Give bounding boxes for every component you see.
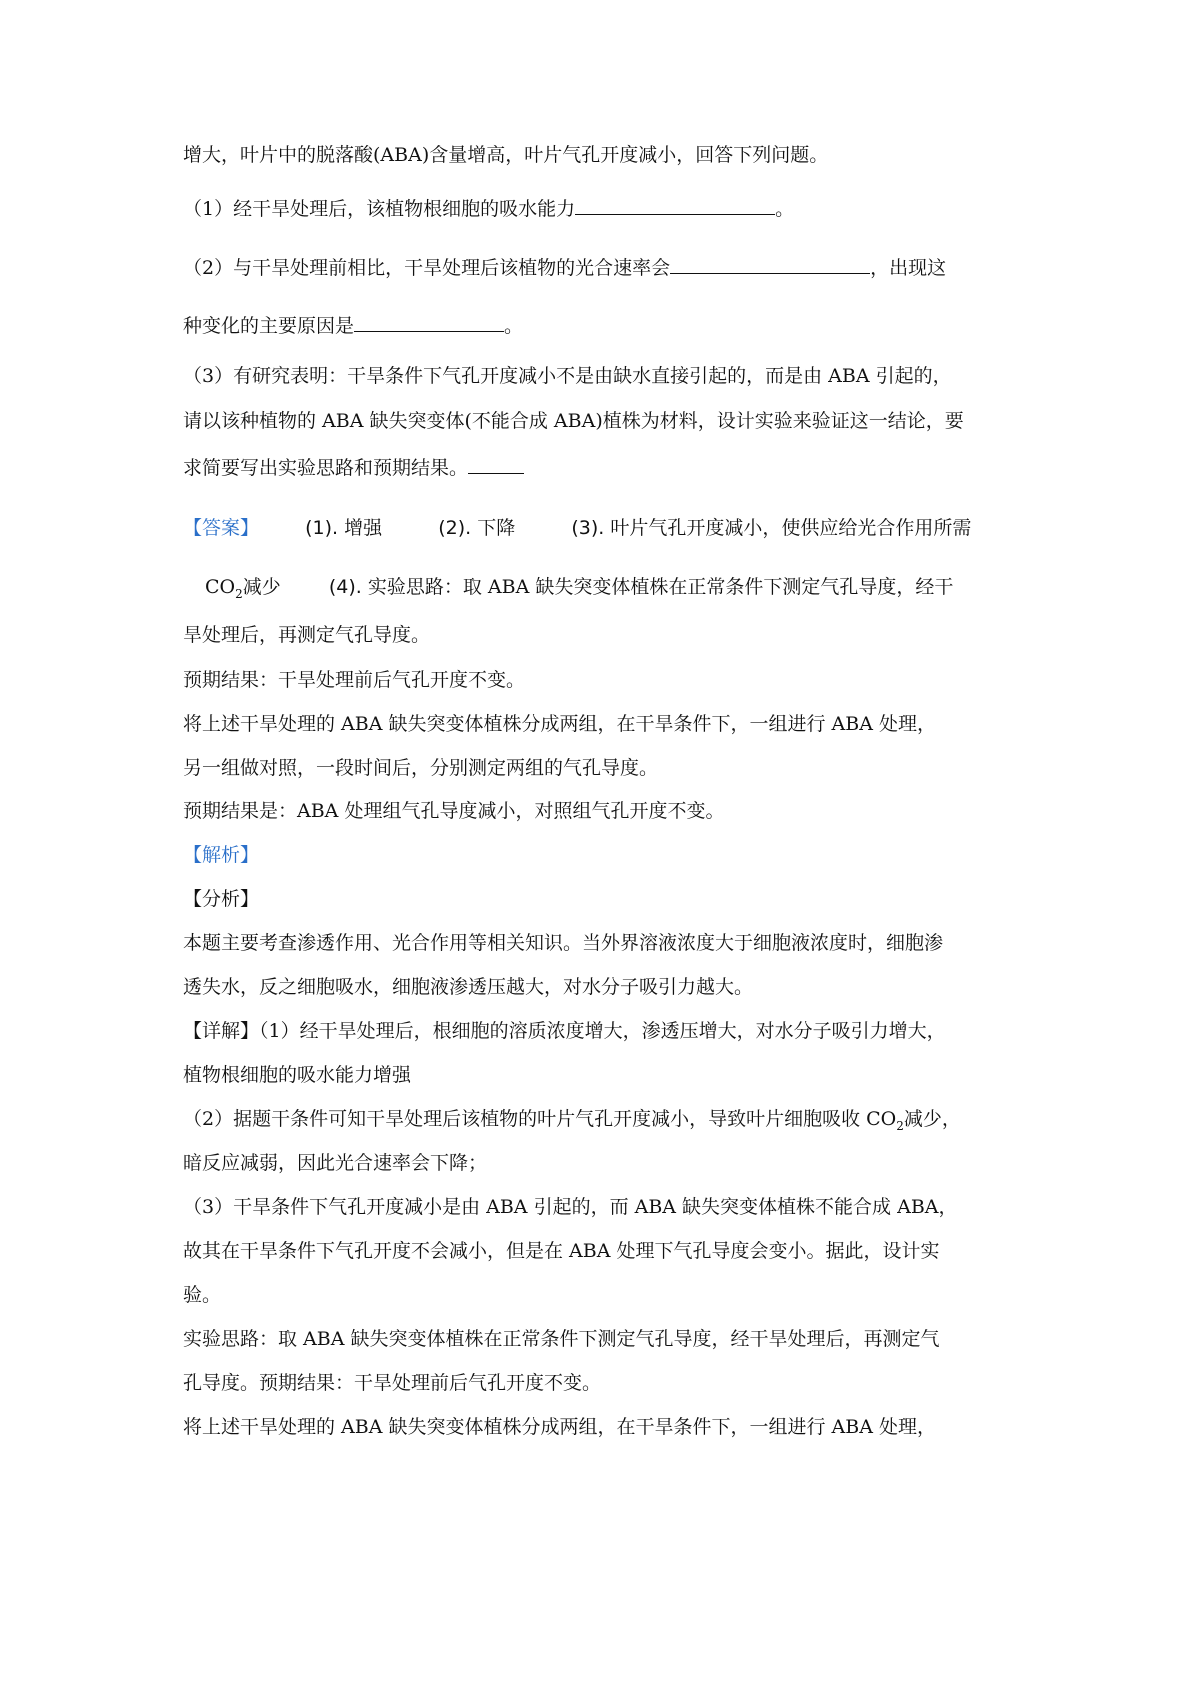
answer-line6: [183, 756, 1033, 780]
q2-answer-blank-2[interactable]: [354, 313, 504, 332]
answer-item2-num: (2).: [438, 517, 472, 539]
analysis-sublabel: 【分析】: [183, 888, 260, 910]
intro-text: 增大，叶片中的脱落酸(ABA)含量增高，叶片气孔开度减小，回答下列问题。: [183, 144, 829, 166]
detail-d2-line1-a: （2）据题干条件可知干旱处理后该植物的叶片气孔开度减小，导致叶片细胞吸收 CO: [183, 1108, 897, 1130]
analysis-para1-line2-text: 透失水，反之细胞吸水，细胞液渗透压越大，对水分子吸引力越大。: [183, 976, 754, 998]
detail-line2: [183, 1063, 1033, 1087]
detail-d3-line1: （3）干旱条件下气孔开度减小是由 ABA 引起的，而 ABA 缺失突变体植株不能合成 ABA，: [183, 1196, 958, 1218]
answer-line3-text: 旱处理后，再测定气孔导度。: [183, 624, 431, 646]
detail-line7: [183, 1283, 1033, 1307]
question-3-line2: [183, 409, 1033, 433]
answer-label: 【答案】: [183, 517, 260, 539]
question-3-line3: [183, 455, 1033, 480]
detail-d3-line2: 故其在干旱条件下气孔开度不会减小，但是在 ABA 处理下气孔导度会变小。据此，设计实: [183, 1240, 940, 1262]
detail-line3: [183, 1107, 1033, 1131]
detail-line1: [183, 1019, 1033, 1043]
analysis-sublabel-line: [183, 887, 1033, 911]
answer-line5: [183, 712, 1033, 736]
detail-d2-line2: 暗反应减弱，因此光合速率会下降；: [183, 1152, 488, 1174]
answer-line4: [183, 668, 1033, 692]
answer-co2-post: 减少: [242, 576, 281, 598]
answer-item2-text: 下降: [477, 517, 516, 539]
detail-line9: [183, 1371, 1033, 1395]
detail-line6: [183, 1239, 1033, 1263]
q2-text-a: （2）与干旱处理前相比，干旱处理后该植物的光合速率会: [183, 257, 671, 279]
detail-d1-line1: （1）经干旱处理后，根细胞的溶质浓度增大，渗透压增大，对水分子吸引力增大，: [259, 1020, 946, 1042]
answer-line7-text: 预期结果是：ABA 处理组气孔导度减小，对照组气孔开度不变。: [183, 800, 725, 822]
analysis-para1-line1-text: 本题主要考查渗透作用、光合作用等相关知识。当外界溶液浓度大于细胞液浓度时，细胞渗: [183, 932, 944, 954]
analysis-label: 【解析】: [183, 844, 260, 866]
answer-line6-text: 另一组做对照，一段时间后，分别测定两组的气孔导度。: [183, 757, 659, 779]
detail-line5: [183, 1195, 1033, 1219]
answer-item3-num: (3).: [571, 517, 605, 539]
detail-line8: [183, 1327, 1033, 1351]
question-intro: [183, 143, 1033, 167]
q3-answer-blank[interactable]: [468, 455, 524, 474]
detail-line4: [183, 1151, 1033, 1175]
answer-line5-text: 将上述干旱处理的 ABA 缺失突变体植株分成两组，在干旱条件下，一组进行 ABA 处理，: [183, 713, 936, 735]
question-3-line1: [183, 364, 1033, 388]
answer-line7: [183, 799, 1033, 823]
answer-item1-num: (1).: [305, 517, 339, 539]
detail-d1-line2: 植物根细胞的吸水能力增强: [183, 1064, 412, 1086]
question-2-line2: [183, 313, 1033, 338]
detail-d3-line6: 将上述干旱处理的 ABA 缺失突变体植株分成两组，在干旱条件下，一组进行 ABA 处理，: [183, 1416, 936, 1438]
detail-d3-line3: 验。: [183, 1284, 222, 1306]
answer-item3-text: 叶片气孔开度减小，使供应给光合作用所需: [610, 517, 972, 539]
question-1: [183, 196, 1033, 221]
q1-text: （1）经干旱处理后，该植物根细胞的吸水能力: [183, 198, 576, 220]
q2-answer-blank-1[interactable]: [670, 255, 870, 274]
analysis-para1-line1: [183, 931, 1033, 955]
q3-line2: 请以该种植物的 ABA 缺失突变体(不能合成 ABA)植株为材料，设计实验来验证这一结论，要: [183, 410, 964, 432]
analysis-label-line: [183, 843, 1033, 867]
detail-d3-line4: 实验思路：取 ABA 缺失突变体植株在正常条件下测定气孔导度，经干旱处理后，再测定气: [183, 1328, 940, 1350]
q1-end: 。: [775, 198, 795, 220]
q2-text-b: ，出现这: [870, 257, 947, 279]
q3-line3: 求简要写出实验思路和预期结果。: [183, 457, 469, 479]
answer-co2-sub: 2: [235, 586, 243, 601]
detail-d2-co2-sub: 2: [896, 1118, 904, 1133]
answer-item1-text: 增强: [344, 517, 383, 539]
q1-answer-blank[interactable]: [575, 196, 775, 215]
answer-item4-num: (4).: [328, 576, 362, 598]
answer-line4-text: 预期结果：干旱处理前后气孔开度不变。: [183, 669, 526, 691]
q3-line1: （3）有研究表明：干旱条件下气孔开度减小不是由缺水直接引起的，而是由 ABA 引起的，: [183, 365, 952, 387]
question-2-line1: [183, 255, 1033, 280]
answer-line1: [183, 516, 1033, 540]
detail-d3-line5: 孔导度。预期结果：干旱处理前后气孔开度不变。: [183, 1372, 602, 1394]
detail-d2-line1-b: 减少，: [903, 1108, 961, 1130]
detail-label: 【详解】: [183, 1020, 260, 1042]
answer-co2-pre: CO: [205, 576, 236, 598]
answer-line2: [205, 575, 1035, 599]
analysis-para1-line2: [183, 975, 1033, 999]
answer-line3: [183, 623, 1033, 647]
q2-text-c: 种变化的主要原因是: [183, 315, 355, 337]
q2-end: 。: [504, 315, 524, 337]
detail-line10: [183, 1415, 1033, 1439]
answer-item4-text: 实验思路：取 ABA 缺失突变体植株在正常条件下测定气孔导度，经干: [367, 576, 954, 598]
